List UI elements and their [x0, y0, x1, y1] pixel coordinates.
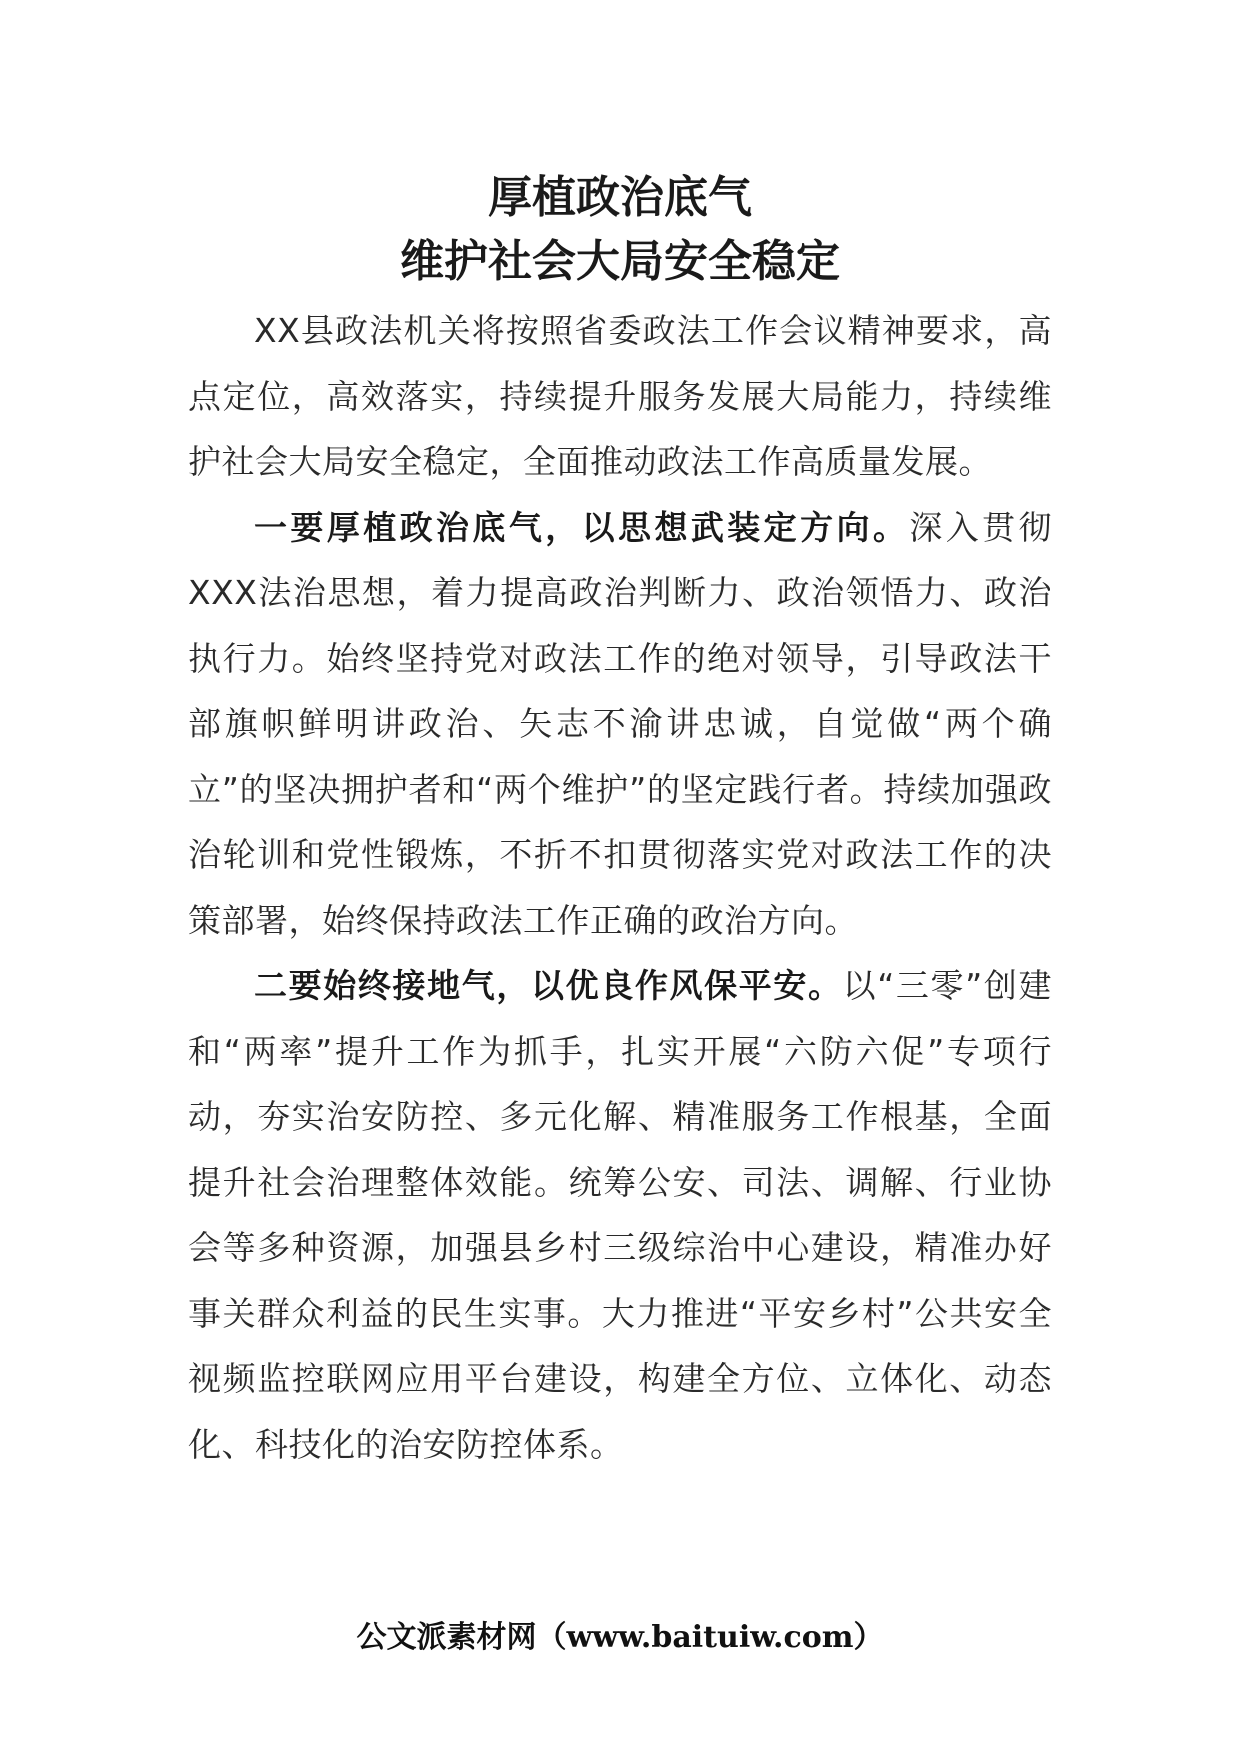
section-lead-2: 二要始终接地气，以优良作风保平安。: [254, 966, 843, 1005]
section-paragraph-2: [188, 953, 1052, 1477]
document-page: [188, 166, 1052, 1477]
section-body-1: 深入贯彻XXX法治思想，着力提高政治判断力、政治领悟力、政治执行力。始终坚持党对政法工作的绝对领导，引导政法干部旗帜鲜明讲政治、矢志不渝讲忠诚，自觉做“两个确立”的坚决拥护者和“两个维护”的坚定践行者。持续加强政治轮训和党性锻炼，不折不扣贯彻落实党对政法工作的决策部署，始终保持政法工作正确的政治方向。: [188, 507, 1053, 940]
intro-paragraph: XX县政法机关将按照省委政法工作会议精神要求，高点定位，高效落实，持续提升服务发展大局能力，持续维护社会大局安全稳定，全面推动政法工作高质量发展。: [188, 311, 1052, 481]
section-lead-1: 一要厚植政治底气，以思想武装定方向。: [254, 507, 910, 547]
section-body-2: 以“三零”创建和“两率”提升工作为抓手，扎实开展“六防六促”专项行动，夯实治安防控、多元化解、精准服务工作根基，全面提升社会治理整体效能。统筹公安、司法、调解、行业协会等多种资源，加强县乡村三级综治中心建设，精准办好事关群众利益的民生实事。大力推进“平安乡村”公共安全视频监控联网应用平台建设，构建全方位、立体化、动态化、科技化的治安防控体系。: [188, 966, 1053, 1464]
document-title-line2: 维护社会大局安全稳定: [400, 236, 840, 287]
footer-watermark: 公文派素材网（www.baituiw.com）: [356, 1620, 884, 1655]
document-title-line1: 厚植政治底气: [488, 172, 752, 223]
section-paragraph-1: [188, 495, 1052, 954]
